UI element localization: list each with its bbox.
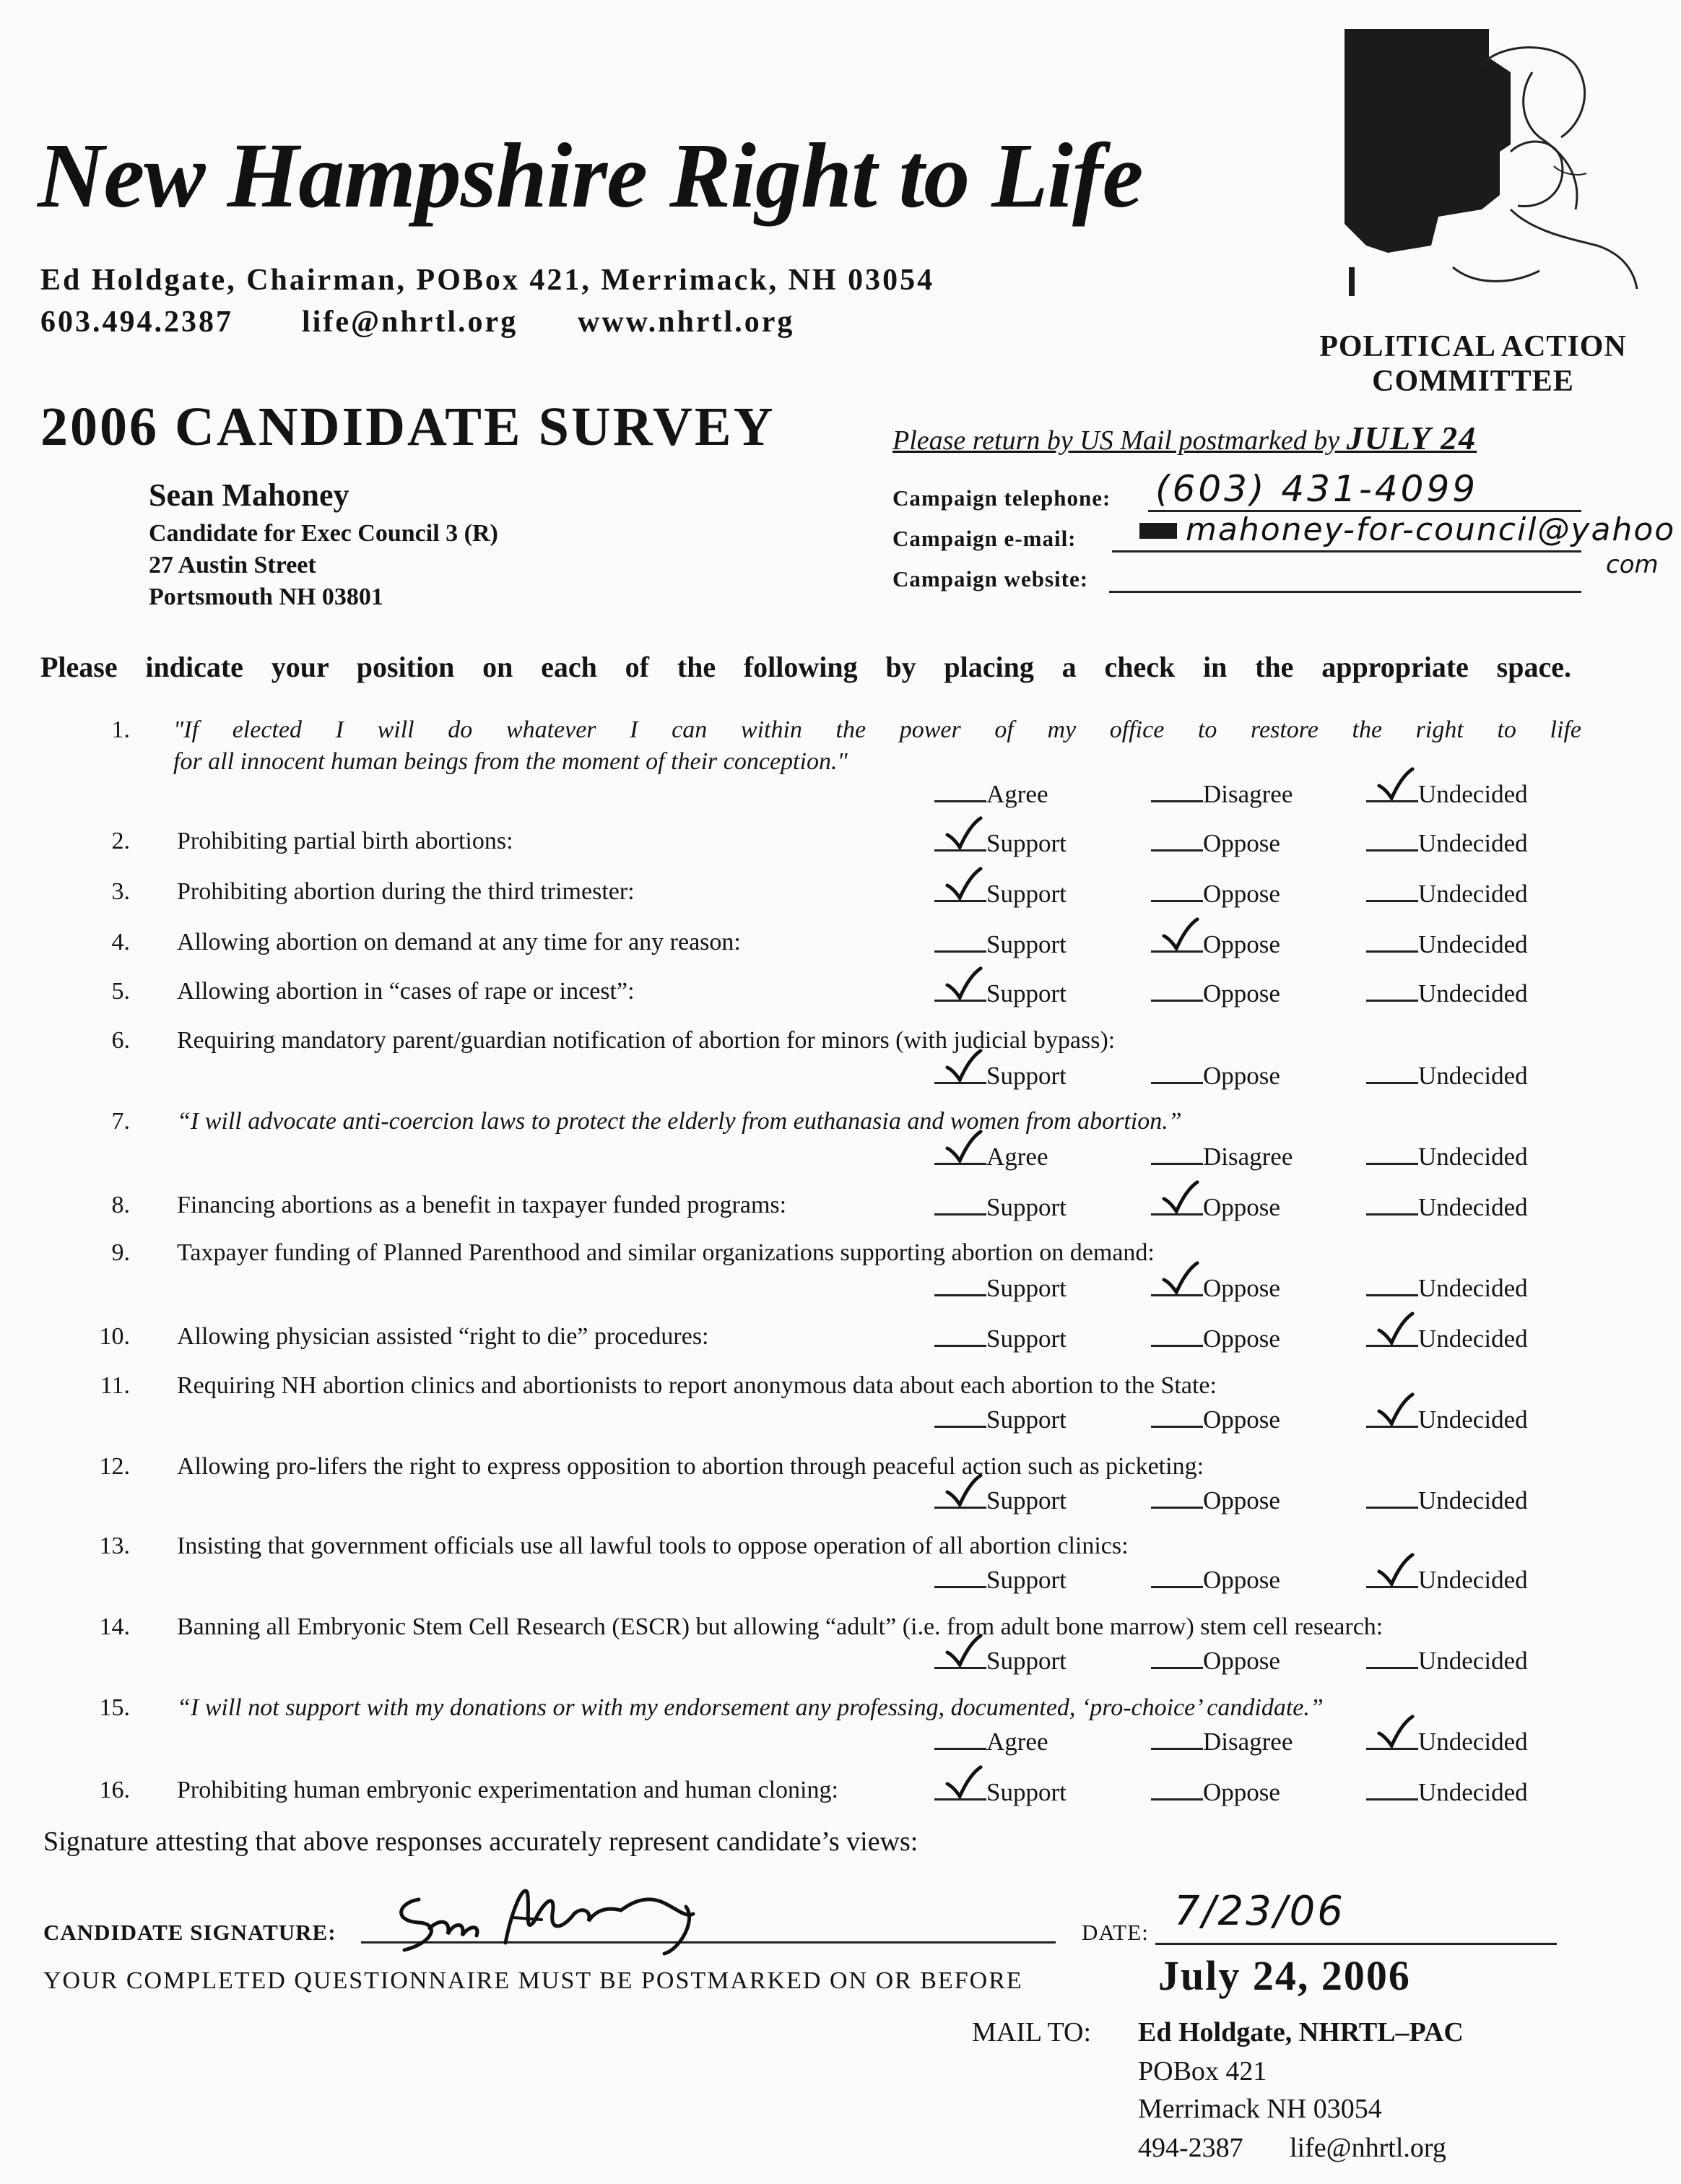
check-blank[interactable]: [1151, 1485, 1203, 1509]
checkmark-icon: [944, 1634, 983, 1667]
checkmark-icon: [1161, 1180, 1200, 1213]
option-agree[interactable]: [934, 1726, 1048, 1756]
option-undecided[interactable]: [1366, 1141, 1528, 1171]
option-oppose[interactable]: [1151, 1060, 1280, 1091]
option-oppose[interactable]: [1151, 929, 1280, 959]
question-number: 16.: [99, 1777, 130, 1803]
check-blank[interactable]: [1366, 929, 1418, 953]
check-blank[interactable]: [1151, 1404, 1203, 1428]
check-blank[interactable]: [1366, 1645, 1418, 1669]
question-number: 6.: [111, 1027, 130, 1054]
question-number: 8.: [111, 1192, 130, 1218]
checkmark-icon: [1376, 1312, 1415, 1345]
option-undecided[interactable]: [1366, 1485, 1528, 1515]
check-blank[interactable]: [1366, 878, 1418, 902]
option-label: Undecided: [1418, 979, 1528, 1008]
option-undecided[interactable]: [1366, 1192, 1528, 1222]
check-blank[interactable]: [1366, 1485, 1418, 1509]
check-blank[interactable]: [1366, 1726, 1418, 1750]
candidate-city: Portsmouth NH 03801: [149, 584, 383, 610]
mail-phone: 494-2387: [1138, 2133, 1243, 2163]
campaign-email-value[interactable]: mahoney-for-council@yahoo: [1186, 511, 1676, 548]
mother-child-logo: [1345, 29, 1641, 303]
return-note: [892, 419, 1477, 457]
candidate-office: Candidate for Exec Council 3 (R): [149, 520, 498, 547]
question-text: Financing abortions as a benefit in taxpayer funded programs:: [177, 1192, 787, 1218]
option-support[interactable]: [934, 1777, 1067, 1807]
pac-line-1: POLITICAL ACTION: [1319, 330, 1627, 363]
option-label: Support: [986, 1647, 1067, 1675]
return-note-text: Please return by US Mail postmarked by: [892, 425, 1340, 456]
date-value[interactable]: 7/23/06: [1174, 1888, 1345, 1935]
question-text: Allowing physician assisted “right to die” procedures:: [177, 1323, 709, 1350]
option-disagree[interactable]: [1151, 779, 1293, 809]
option-label: Agree: [986, 1728, 1048, 1756]
option-oppose[interactable]: [1151, 978, 1280, 1008]
campaign-email-line: [1112, 550, 1581, 552]
checkmark-icon: [1376, 1553, 1415, 1586]
check-blank[interactable]: [934, 978, 986, 1002]
checkmark-icon: [944, 1473, 983, 1507]
option-label: Undecided: [1418, 930, 1528, 958]
checkmark-icon: [1161, 917, 1200, 950]
question-text: "If elected I will do whatever I can within the power of my office to restore the right to life: [173, 716, 1581, 743]
check-blank[interactable]: [934, 1485, 986, 1509]
mail-name: Ed Holdgate, NHRTL–PAC: [1138, 2017, 1464, 2048]
signature-attest: Signature attesting that above responses accurately represent candidate’s views:: [43, 1826, 918, 1857]
option-label: Oppose: [1203, 1566, 1280, 1594]
checkmark-icon: [1161, 1261, 1200, 1294]
phone: 603.494.2387: [40, 306, 233, 339]
option-oppose[interactable]: [1151, 878, 1280, 909]
option-label: Agree: [986, 1143, 1048, 1171]
option-support[interactable]: [934, 1273, 1067, 1303]
option-label: Undecided: [1418, 1274, 1528, 1302]
option-label: Support: [986, 1405, 1067, 1434]
option-label: Support: [986, 829, 1067, 857]
option-label: Oppose: [1203, 1405, 1280, 1434]
option-disagree[interactable]: [1151, 1141, 1293, 1171]
option-undecided[interactable]: [1366, 779, 1528, 809]
check-blank[interactable]: [1151, 1273, 1203, 1296]
org-title: New Hampshire Right to Life: [38, 124, 1143, 227]
question-number: 13.: [99, 1533, 130, 1559]
email[interactable]: life@nhrtl.org: [302, 306, 518, 339]
question-text: “I will advocate anti-coercion laws to protect the elderly from euthanasia and women from abortion.”: [177, 1108, 1182, 1135]
check-blank[interactable]: [1366, 1141, 1418, 1165]
checkmark-icon: [1376, 1392, 1415, 1426]
check-blank[interactable]: [934, 1645, 986, 1669]
date-line[interactable]: [1155, 1943, 1557, 1945]
check-blank[interactable]: [934, 878, 986, 902]
campaign-email-label: Campaign e-mail:: [892, 526, 1077, 551]
question-text: Taxpayer funding of Planned Parenthood and similar organizations supporting abortion on demand:: [177, 1239, 1155, 1266]
option-label: Support: [986, 1566, 1067, 1594]
question-number: 9.: [111, 1239, 130, 1266]
option-oppose[interactable]: [1151, 1564, 1280, 1595]
option-label: Oppose: [1203, 930, 1280, 958]
option-undecided[interactable]: [1366, 1404, 1528, 1434]
checkmark-icon: [1376, 767, 1415, 800]
check-blank[interactable]: [1151, 929, 1203, 953]
question-text: Prohibiting partial birth abortions:: [177, 828, 513, 854]
option-oppose[interactable]: [1151, 1273, 1280, 1303]
option-agree[interactable]: [934, 1141, 1048, 1171]
check-blank[interactable]: [934, 1192, 986, 1216]
option-label: Oppose: [1203, 829, 1280, 857]
check-blank[interactable]: [934, 1404, 986, 1428]
option-undecided[interactable]: [1366, 1564, 1528, 1595]
option-support[interactable]: [934, 978, 1067, 1008]
check-blank[interactable]: [1366, 978, 1418, 1002]
question-number: 14.: [99, 1613, 130, 1640]
check-blank[interactable]: [934, 1273, 986, 1296]
option-label: Disagree: [1203, 1728, 1293, 1756]
option-label: Undecided: [1418, 1193, 1528, 1221]
option-agree[interactable]: [934, 779, 1048, 809]
option-support[interactable]: [934, 1404, 1067, 1434]
address-line: Ed Holdgate, Chairman, POBox 421, Merrimack, NH 03054: [40, 264, 935, 297]
check-blank[interactable]: [1366, 1192, 1418, 1216]
option-label: Undecided: [1418, 1325, 1528, 1353]
question-number: 4.: [111, 929, 130, 956]
option-label: Support: [986, 1486, 1067, 1514]
option-undecided[interactable]: [1366, 1323, 1528, 1353]
candidate-name: Sean Mahoney: [149, 477, 349, 513]
option-label: Support: [986, 930, 1067, 958]
option-label: Support: [986, 1193, 1067, 1221]
check-blank[interactable]: [1366, 1777, 1418, 1800]
question-text: Allowing pro-lifers the right to express opposition to abortion through peaceful action such as picketing:: [177, 1453, 1204, 1480]
option-label: Undecided: [1418, 780, 1528, 808]
option-support[interactable]: [934, 1323, 1067, 1353]
option-oppose[interactable]: [1151, 1645, 1280, 1676]
question-number: 1.: [111, 716, 130, 743]
mail-to-label: MAIL TO:: [972, 2017, 1092, 2048]
check-blank[interactable]: [1151, 1192, 1203, 1216]
option-undecided[interactable]: [1366, 1777, 1528, 1807]
option-label: Oppose: [1203, 1325, 1280, 1353]
checkmark-icon: [944, 1049, 983, 1082]
question-text: Banning all Embryonic Stem Cell Research (ESCR) but allowing “adult” (i.e. from adult bone marrow) stem cell research:: [177, 1613, 1384, 1640]
check-blank[interactable]: [934, 1141, 986, 1165]
option-undecided[interactable]: [1366, 1273, 1528, 1303]
campaign-website-label: Campaign website:: [892, 566, 1089, 592]
survey-title: 2006 CANDIDATE SURVEY: [40, 396, 776, 457]
check-blank[interactable]: [1151, 828, 1203, 852]
question-text: Requiring mandatory parent/guardian notification of abortion for minors (with judicial bypass):: [177, 1027, 1116, 1054]
option-label: Disagree: [1203, 1143, 1293, 1171]
checkmark-icon: [944, 966, 983, 1000]
date-label: DATE:: [1082, 1920, 1149, 1945]
option-label: Undecided: [1418, 1486, 1528, 1514]
check-blank[interactable]: [1151, 878, 1203, 902]
option-label: Undecided: [1418, 1647, 1528, 1675]
check-blank[interactable]: [1151, 1726, 1203, 1750]
option-oppose[interactable]: [1151, 828, 1280, 858]
postmark-note: YOUR COMPLETED QUESTIONNAIRE MUST BE POSTMARKED ON OR BEFORE: [43, 1967, 1023, 1994]
option-label: Support: [986, 1062, 1067, 1090]
mail-city: Merrimack NH 03054: [1138, 2094, 1382, 2124]
option-label: Oppose: [1203, 979, 1280, 1008]
option-label: Undecided: [1418, 1566, 1528, 1594]
option-oppose[interactable]: [1151, 1777, 1280, 1807]
checkmark-icon: [1376, 1715, 1415, 1748]
mail-box: POBox 421: [1138, 2056, 1267, 2086]
option-oppose[interactable]: [1151, 1404, 1280, 1434]
check-blank[interactable]: [1366, 1273, 1418, 1296]
mail-email[interactable]: life@nhrtl.org: [1290, 2133, 1446, 2163]
option-label: Oppose: [1203, 1274, 1280, 1302]
check-blank[interactable]: [934, 1726, 986, 1750]
checkmark-icon: [944, 867, 983, 900]
option-label: Undecided: [1418, 829, 1528, 857]
check-blank[interactable]: [1366, 1564, 1418, 1588]
option-label: Oppose: [1203, 1486, 1280, 1514]
question-text: Prohibiting human embryonic experimentation and human cloning:: [177, 1777, 838, 1803]
option-support[interactable]: [934, 1564, 1067, 1595]
return-date: JULY 24: [1346, 420, 1477, 456]
instructions: Please indicate your position on each of the following by placing a check in the appropriate space.: [40, 651, 1571, 683]
option-label: Undecided: [1418, 1405, 1528, 1434]
pac-line-2: COMMITTEE: [1372, 365, 1574, 398]
question-text: Prohibiting abortion during the third trimester:: [177, 878, 635, 905]
check-blank[interactable]: [1151, 1645, 1203, 1669]
campaign-telephone-label: Campaign telephone:: [892, 485, 1111, 511]
question-number: 15.: [99, 1694, 130, 1721]
option-undecided[interactable]: [1366, 878, 1528, 909]
question-number: 2.: [111, 828, 130, 854]
option-label: Undecided: [1418, 1143, 1528, 1171]
option-oppose[interactable]: [1151, 1323, 1280, 1353]
handwritten-signature: [390, 1878, 722, 1957]
question-number: 5.: [111, 978, 130, 1005]
option-label: Undecided: [1418, 1062, 1528, 1090]
option-label: Oppose: [1203, 1062, 1280, 1090]
check-blank[interactable]: [1151, 1060, 1203, 1084]
question-text: Insisting that government officials use all lawful tools to oppose operation of all abortion clinics:: [177, 1533, 1129, 1559]
option-undecided[interactable]: [1366, 1645, 1528, 1676]
option-label: Support: [986, 1325, 1067, 1353]
option-label: Agree: [986, 780, 1048, 808]
option-label: Support: [986, 1778, 1067, 1806]
question-number: 7.: [111, 1108, 130, 1135]
option-label: Undecided: [1418, 880, 1528, 908]
checkmark-icon: [944, 1765, 983, 1798]
option-undecided[interactable]: [1366, 978, 1528, 1008]
check-blank[interactable]: [1151, 1323, 1203, 1347]
option-support[interactable]: [934, 1485, 1067, 1515]
check-blank[interactable]: [1151, 1777, 1203, 1800]
option-label: Support: [986, 880, 1067, 908]
option-label: Support: [986, 979, 1067, 1008]
option-label: Oppose: [1203, 1778, 1280, 1806]
check-blank[interactable]: [1366, 1404, 1418, 1428]
checkmark-icon: [944, 1130, 983, 1163]
option-label: Oppose: [1203, 1193, 1280, 1221]
option-label: Undecided: [1418, 1778, 1528, 1806]
question-number: 11.: [100, 1372, 130, 1399]
option-oppose[interactable]: [1151, 1192, 1280, 1222]
check-blank[interactable]: [1151, 1564, 1203, 1588]
deadline: July 24, 2006: [1158, 1952, 1411, 1999]
crossed-out-text: [1139, 523, 1177, 539]
question-number: 10.: [99, 1323, 130, 1350]
check-blank[interactable]: [1151, 1141, 1203, 1165]
check-blank[interactable]: [934, 779, 986, 802]
option-support[interactable]: [934, 1192, 1067, 1222]
check-blank[interactable]: [934, 929, 986, 953]
check-blank[interactable]: [1366, 1060, 1418, 1084]
check-blank[interactable]: [1366, 828, 1418, 852]
check-blank[interactable]: [934, 1060, 986, 1084]
check-blank[interactable]: [934, 1777, 986, 1800]
check-blank[interactable]: [1151, 779, 1203, 802]
campaign-website-line[interactable]: [1109, 591, 1581, 593]
option-label: Support: [986, 1274, 1067, 1302]
check-blank[interactable]: [934, 1323, 986, 1347]
candidate-street: 27 Austin Street: [149, 552, 316, 578]
check-blank[interactable]: [1366, 1323, 1418, 1347]
option-label: Disagree: [1203, 780, 1293, 808]
question-number: 3.: [111, 878, 130, 905]
option-support[interactable]: [934, 1060, 1067, 1091]
option-support[interactable]: [934, 1645, 1067, 1676]
check-blank[interactable]: [934, 828, 986, 852]
option-undecided[interactable]: [1366, 1726, 1528, 1756]
signature-label: CANDIDATE SIGNATURE:: [43, 1920, 336, 1945]
checkmark-icon: [944, 816, 983, 849]
check-blank[interactable]: [934, 1564, 986, 1588]
option-label: Undecided: [1418, 1728, 1528, 1756]
check-blank[interactable]: [1366, 779, 1418, 802]
website[interactable]: www.nhrtl.org: [578, 306, 795, 339]
check-blank[interactable]: [1151, 978, 1203, 1002]
option-undecided[interactable]: [1366, 929, 1528, 959]
option-support[interactable]: [934, 878, 1067, 909]
question-text: Allowing abortion on demand at any time for any reason:: [177, 929, 741, 956]
campaign-email-value-cont: com: [1606, 550, 1659, 579]
option-disagree[interactable]: [1151, 1726, 1293, 1756]
option-undecided[interactable]: [1366, 1060, 1528, 1091]
campaign-telephone-value[interactable]: (603) 431-4099: [1155, 468, 1479, 510]
option-label: Oppose: [1203, 880, 1280, 908]
question-text-cont: for all innocent human beings from the moment of their conception.": [173, 748, 848, 775]
question-text: Requiring NH abortion clinics and abortionists to report anonymous data about each abortion to the State:: [177, 1372, 1217, 1399]
option-label: Oppose: [1203, 1647, 1280, 1675]
option-undecided[interactable]: [1366, 828, 1528, 858]
option-support[interactable]: [934, 929, 1067, 959]
option-oppose[interactable]: [1151, 1485, 1280, 1515]
question-text: Allowing abortion in “cases of rape or incest”:: [177, 978, 635, 1005]
option-support[interactable]: [934, 828, 1067, 858]
question-text: “I will not support with my donations or with my endorsement any professing, documented, ‘pro-choice’ candidate.”: [177, 1694, 1324, 1721]
question-number: 12.: [99, 1453, 130, 1480]
